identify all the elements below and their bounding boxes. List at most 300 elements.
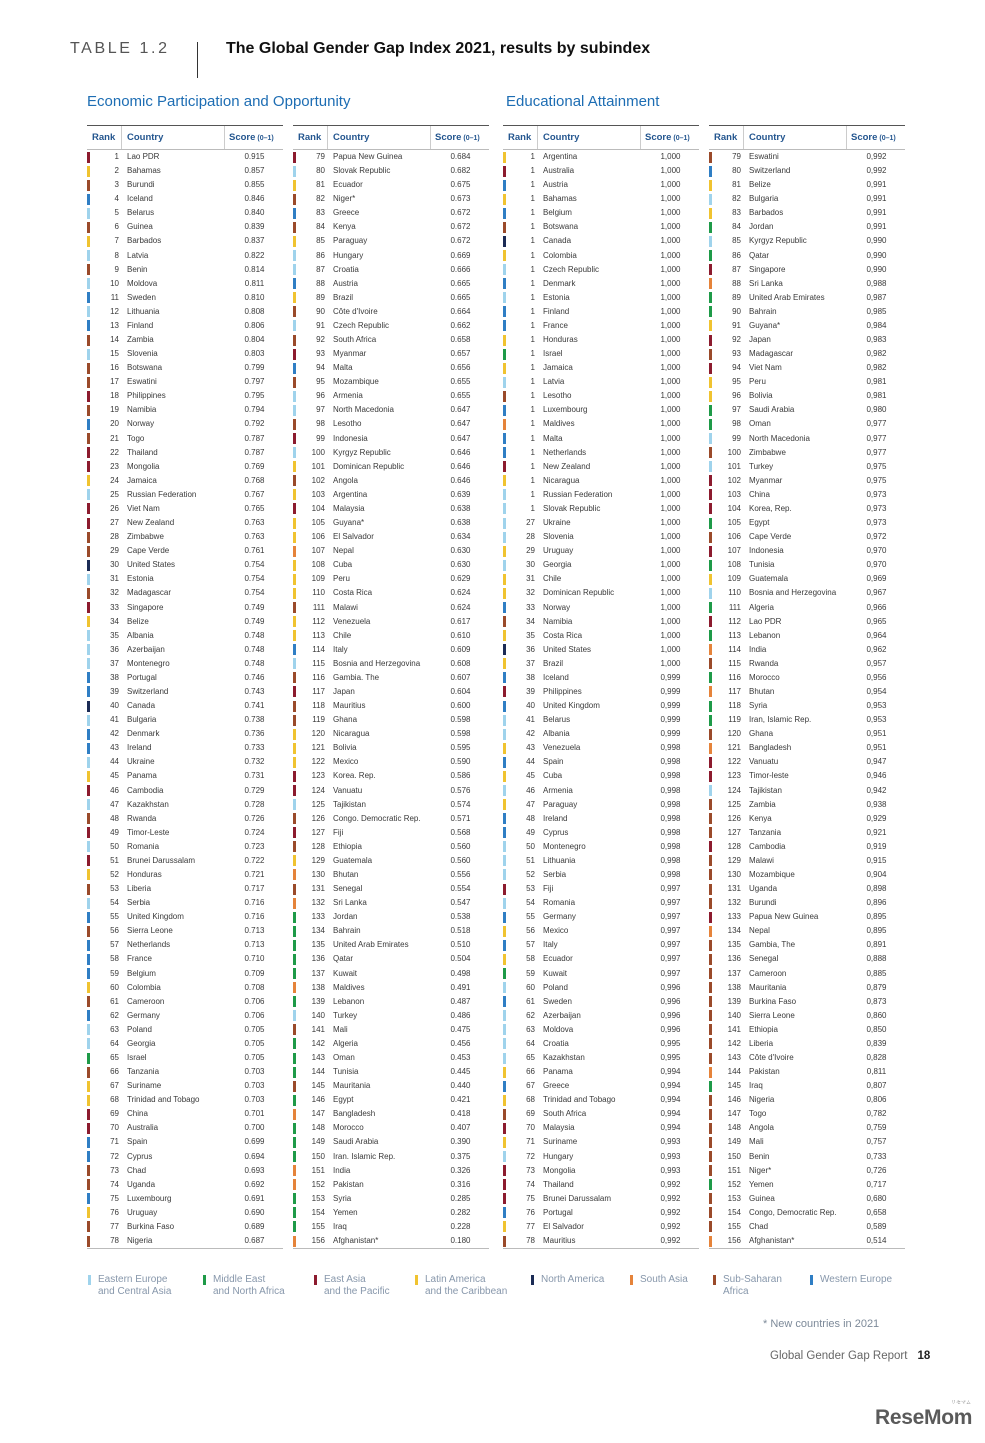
table-row (709, 995, 905, 1009)
row-country: Suriname (127, 1081, 162, 1091)
row-rank: 51 (526, 855, 535, 865)
row-country: Lebanon (749, 630, 781, 640)
row-rank: 18 (110, 391, 119, 401)
row-country: Angola (749, 1123, 774, 1133)
row-rank: 140 (727, 1010, 741, 1020)
row-country: Norway (543, 602, 571, 612)
row-rank: 92 (316, 335, 325, 345)
row-score: 0.646 (450, 447, 471, 457)
row-score: 0,929 (866, 813, 887, 823)
row-country: Mongolia (127, 461, 160, 471)
row-country: Turkey (333, 1010, 358, 1020)
table-row (293, 910, 489, 924)
row-country: Colombia (543, 250, 577, 260)
table-row (503, 1107, 699, 1121)
row-country: Romania (127, 841, 160, 851)
row-rank: 135 (311, 940, 325, 950)
row-country: Guyana* (749, 320, 781, 330)
row-country: Moldova (127, 278, 158, 288)
row-country: Kazakhstan (543, 1053, 585, 1062)
row-score: 0,998 (660, 869, 681, 879)
row-country: Lebanon (333, 996, 365, 1006)
row-country: Belarus (543, 715, 571, 725)
table-row (709, 671, 905, 685)
row-country: Russian Federation (127, 489, 197, 499)
row-score: 0,975 (866, 461, 887, 471)
row-score: 0.610 (450, 630, 471, 640)
row-score: 0.687 (244, 1236, 265, 1246)
row-country: Ecuador (333, 180, 363, 190)
row-country: Bhutan (749, 686, 775, 696)
row-score: 0.669 (450, 250, 471, 260)
row-rank: 117 (728, 686, 741, 696)
row-country: Montenegro (127, 658, 170, 668)
table-row (293, 291, 489, 305)
row-rank: 94 (732, 363, 741, 373)
table-row (709, 502, 905, 516)
row-rank: 111 (728, 602, 741, 612)
row-score: 0,953 (866, 701, 887, 711)
table-row (503, 798, 699, 812)
row-score: 0.741 (244, 701, 265, 711)
table-row (293, 938, 489, 952)
row-rank: 144 (311, 1067, 325, 1077)
table-row (293, 1164, 489, 1178)
table-row (87, 446, 283, 460)
row-score: 0.743 (244, 686, 265, 696)
row-score: 0,953 (866, 715, 887, 725)
row-rank: 99 (316, 433, 325, 443)
row-rank: 152 (727, 1179, 741, 1189)
row-score: 0.638 (450, 503, 471, 513)
row-country: South Africa (333, 335, 377, 345)
table-header (87, 125, 283, 150)
table-row (293, 1023, 489, 1037)
row-country: Pakistan (333, 1179, 364, 1189)
row-rank: 97 (316, 405, 325, 415)
page-title: The Global Gender Gap Index 2021, results by subindex (226, 40, 651, 57)
table-row (293, 375, 489, 389)
table-row (293, 460, 489, 474)
row-country: Bolivia (749, 391, 773, 401)
row-rank: 45 (110, 771, 119, 781)
row-score: 1,000 (660, 532, 681, 542)
row-rank: 103 (311, 489, 325, 499)
table-row (503, 840, 699, 854)
score-header-label: Score (435, 132, 462, 143)
legend-label-line: and Central Asia (98, 1286, 172, 1297)
row-score: 0,717 (866, 1179, 887, 1189)
row-country: Saudi Arabia (333, 1137, 379, 1147)
row-rank: 1 (530, 320, 535, 330)
row-country: Israel (543, 349, 563, 359)
legend-label-line: East Asia (324, 1274, 366, 1285)
row-rank: 155 (311, 1221, 325, 1231)
row-score: 0.705 (244, 1024, 265, 1034)
legend-label (723, 1274, 782, 1298)
row-country: Lesotho (333, 419, 362, 429)
table-row (503, 868, 699, 882)
row-score: 0.797 (244, 377, 265, 387)
row-score: 0,828 (866, 1053, 887, 1062)
row-rank: 131 (311, 884, 325, 894)
row-score: 0.571 (450, 813, 471, 823)
row-country: Pakistan (749, 1067, 780, 1077)
row-score: 0,988 (866, 278, 887, 288)
row-rank: 1 (114, 152, 119, 161)
row-score: 0,996 (660, 982, 681, 992)
table-row (87, 1093, 283, 1107)
row-score: 0.765 (244, 503, 265, 513)
row-score: 0,992 (866, 152, 887, 161)
row-rank: 140 (311, 1010, 325, 1020)
row-country: Venezuela (543, 743, 581, 753)
row-country: Kazakhstan (127, 799, 169, 809)
row-rank: 19 (110, 405, 119, 415)
row-country: Algeria (333, 1038, 358, 1048)
row-country: Qatar (333, 954, 354, 964)
row-score: 0.518 (450, 926, 471, 936)
row-country: Maldives (333, 982, 365, 992)
row-score: 0,973 (866, 518, 887, 528)
table-row (87, 1051, 283, 1065)
row-country: Syria (749, 701, 768, 711)
table-row (709, 403, 905, 417)
row-country: Maldives (543, 419, 575, 429)
row-country: Kenya (333, 222, 356, 232)
table-row (709, 544, 905, 558)
row-rank: 42 (526, 729, 535, 739)
score-header-label: Score (851, 132, 878, 143)
legend-color-marker (713, 1275, 716, 1285)
table-row (503, 263, 699, 277)
row-country: Luxembourg (543, 405, 588, 415)
row-country: Bangladesh (749, 743, 792, 753)
table-row (87, 910, 283, 924)
row-country: Senegal (333, 884, 363, 894)
row-score: 0.675 (450, 180, 471, 190)
row-score: 0,997 (660, 898, 681, 908)
row-score: 0.855 (244, 180, 265, 190)
row-rank: 46 (526, 785, 535, 795)
row-score: 0.418 (450, 1109, 471, 1119)
row-score: 0.639 (450, 489, 471, 499)
row-score: 0.732 (244, 757, 265, 767)
row-rank: 34 (110, 616, 119, 626)
row-rank: 29 (110, 546, 119, 556)
row-score: 1,000 (660, 433, 681, 443)
table-row (709, 615, 905, 629)
row-rank: 34 (526, 616, 535, 626)
row-score: 0,981 (866, 391, 887, 401)
row-score: 0,998 (660, 757, 681, 767)
table-row (293, 1037, 489, 1051)
row-rank: 44 (526, 757, 535, 767)
row-score: 0,951 (866, 729, 887, 739)
table-row (87, 882, 283, 896)
table-row (709, 586, 905, 600)
row-score: 1,000 (660, 306, 681, 316)
row-score: 0,759 (866, 1123, 887, 1133)
row-country: Yemen (333, 1207, 358, 1217)
table-row (503, 164, 699, 178)
table-row (709, 1079, 905, 1093)
row-rank: 112 (312, 616, 325, 626)
row-country: Azerbaijan (543, 1010, 581, 1020)
row-rank: 25 (110, 489, 119, 499)
row-score: 0,983 (866, 335, 887, 345)
row-rank: 115 (728, 658, 741, 668)
row-country: Paraguay (333, 236, 368, 246)
row-rank: 31 (526, 574, 535, 584)
row-rank: 84 (316, 222, 325, 232)
row-rank: 7 (114, 236, 119, 246)
row-rank: 39 (110, 686, 119, 696)
row-country: Tunisia (333, 1067, 359, 1077)
table-row (87, 601, 283, 615)
row-country: South Africa (543, 1109, 587, 1119)
row-country: Algeria (749, 602, 774, 612)
row-score: 0.767 (244, 489, 265, 499)
row-rank: 35 (526, 630, 535, 640)
table-row (709, 446, 905, 460)
score-header (851, 132, 896, 143)
row-country: Cyprus (127, 1151, 153, 1161)
row-country: Latvia (543, 377, 565, 387)
row-rank: 71 (526, 1137, 535, 1147)
row-country: Mozambique (749, 869, 795, 879)
table-row (293, 1009, 489, 1023)
row-country: Armenia (333, 391, 363, 401)
row-rank: 10 (110, 278, 119, 288)
row-country: Nicaragua (543, 475, 580, 485)
table-row (503, 403, 699, 417)
row-score: 0.754 (244, 560, 265, 570)
row-rank: 1 (530, 475, 535, 485)
row-rank: 50 (110, 841, 119, 851)
row-country: Afghanistan* (749, 1236, 795, 1246)
row-rank: 9 (114, 264, 119, 274)
row-rank: 76 (526, 1207, 535, 1217)
row-rank: 92 (732, 335, 741, 345)
row-rank: 8 (114, 250, 119, 260)
row-score: 0.658 (450, 335, 471, 345)
row-rank: 109 (311, 574, 325, 584)
row-rank: 37 (526, 658, 535, 668)
table-row (293, 263, 489, 277)
row-score: 1,000 (660, 588, 681, 598)
table-row (293, 1135, 489, 1149)
table-row (503, 389, 699, 403)
row-country: Poland (127, 1024, 152, 1034)
row-country: Lithuania (127, 306, 160, 316)
table-row (709, 967, 905, 981)
row-score: 0.647 (450, 433, 471, 443)
table-row (87, 629, 283, 643)
row-rank: 134 (727, 926, 741, 936)
row-score: 0.600 (450, 701, 471, 711)
row-score: 0,982 (866, 363, 887, 373)
row-country: Costa Rica (543, 630, 583, 640)
table-row (709, 1206, 905, 1220)
row-score: 0.722 (244, 855, 265, 865)
row-country: Uganda (749, 884, 778, 894)
row-rank: 1 (530, 180, 535, 190)
table-row (503, 995, 699, 1009)
row-country: Slovak Republic (543, 503, 601, 513)
table-row (293, 924, 489, 938)
legend-label (425, 1274, 507, 1298)
row-score: 0.672 (450, 222, 471, 232)
table-row (503, 1220, 699, 1234)
row-rank: 1 (530, 349, 535, 359)
row-score: 0.634 (450, 532, 471, 542)
table-row (87, 530, 283, 544)
row-country: Malaysia (543, 1123, 575, 1133)
table-row (293, 530, 489, 544)
table-row (293, 713, 489, 727)
table-row (293, 1121, 489, 1135)
row-score: 0.630 (450, 546, 471, 556)
table-row (709, 389, 905, 403)
row-score: 0,973 (866, 489, 887, 499)
education-table-right (709, 125, 905, 1249)
table-row (709, 192, 905, 206)
row-country: Iceland (543, 672, 569, 682)
table-row (87, 291, 283, 305)
table-row (709, 854, 905, 868)
row-country: Kuwait (543, 968, 568, 978)
row-score: 0.692 (244, 1179, 265, 1189)
row-score: 1,000 (660, 194, 681, 204)
row-country: Norway (127, 419, 155, 429)
row-score: 0.666 (450, 264, 471, 274)
row-score: 0,879 (866, 982, 887, 992)
row-score: 0.568 (450, 827, 471, 837)
row-rank: 28 (526, 532, 535, 542)
row-country: Serbia (127, 898, 151, 908)
row-country: Belize (749, 180, 771, 190)
row-rank: 153 (311, 1193, 325, 1203)
row-country: Greece (543, 1081, 570, 1091)
row-score: 1,000 (660, 475, 681, 485)
table-body (87, 150, 283, 1249)
table-row (709, 798, 905, 812)
table-row (709, 896, 905, 910)
row-score: 0,965 (866, 616, 887, 626)
row-score: 1,000 (660, 166, 681, 176)
row-rank: 31 (110, 574, 119, 584)
table-row (709, 727, 905, 741)
table-row (503, 755, 699, 769)
row-score: 0,658 (866, 1207, 887, 1217)
row-rank: 1 (530, 447, 535, 457)
table-row (503, 601, 699, 615)
row-country: Mauritius (333, 701, 366, 711)
table-row (503, 558, 699, 572)
row-country: Switzerland (127, 686, 169, 696)
table-header (293, 125, 489, 150)
row-country: Bosnia and Herzegovina (749, 588, 837, 598)
table-row (87, 544, 283, 558)
row-country: Brazil (333, 292, 354, 302)
rank-header: Rank (92, 132, 116, 143)
row-rank: 101 (311, 461, 325, 471)
row-score: 0.787 (244, 433, 265, 443)
legend-label (640, 1274, 688, 1286)
legend-label-line: North America (541, 1274, 605, 1285)
row-score: 0,999 (660, 686, 681, 696)
row-score: 0,589 (866, 1221, 887, 1231)
table-row (293, 798, 489, 812)
row-score: 0.738 (244, 715, 265, 725)
table-row (87, 516, 283, 530)
row-rank: 93 (732, 349, 741, 359)
row-country: Gambia. The (333, 672, 380, 682)
row-rank: 1 (530, 250, 535, 260)
table-row (709, 924, 905, 938)
row-rank: 104 (311, 503, 325, 513)
row-score: 0.857 (244, 166, 265, 176)
legend-label-line: South Asia (640, 1274, 688, 1285)
table-row (709, 1107, 905, 1121)
row-rank: 1 (530, 433, 535, 443)
table-body (709, 150, 905, 1249)
row-country: Germany (127, 1010, 160, 1020)
row-score: 0,981 (866, 377, 887, 387)
row-score: 0.590 (450, 757, 471, 767)
row-score: 0.700 (244, 1123, 265, 1133)
table-header (709, 125, 905, 150)
row-score: 0,990 (866, 250, 887, 260)
row-country: Belgium (127, 968, 156, 978)
row-rank: 132 (727, 898, 741, 908)
table-row (709, 530, 905, 544)
row-country: Qatar (749, 250, 770, 260)
row-country: Guinea (127, 222, 153, 232)
table-row (503, 1037, 699, 1051)
row-score: 0.694 (244, 1151, 265, 1161)
table-row (87, 784, 283, 798)
section-title-education: Educational Attainment (506, 93, 660, 110)
row-score: 0.717 (244, 884, 265, 894)
row-score: 0,942 (866, 785, 887, 795)
row-rank: 68 (526, 1095, 535, 1105)
row-score: 0.672 (450, 208, 471, 218)
row-country: Lao PDR (127, 152, 160, 161)
row-country: Spain (543, 757, 564, 767)
row-rank: 63 (110, 1024, 119, 1034)
row-country: France (543, 320, 568, 330)
row-country: Dominican Republic (543, 588, 615, 598)
row-rank: 111 (312, 602, 325, 612)
row-score: 0.748 (244, 630, 265, 640)
row-country: Namibia (127, 405, 157, 415)
row-score: 0.604 (450, 686, 471, 696)
row-score: 1,000 (660, 602, 681, 612)
table-row (87, 924, 283, 938)
table-row (709, 1192, 905, 1206)
row-rank: 63 (526, 1024, 535, 1034)
row-country: Australia (127, 1123, 159, 1133)
row-score: 0,994 (660, 1109, 681, 1119)
row-rank: 13 (110, 320, 119, 330)
row-score: 0.693 (244, 1165, 265, 1175)
table-row (293, 164, 489, 178)
table-row (709, 1121, 905, 1135)
table-row (709, 868, 905, 882)
row-country: Greece (333, 208, 360, 218)
